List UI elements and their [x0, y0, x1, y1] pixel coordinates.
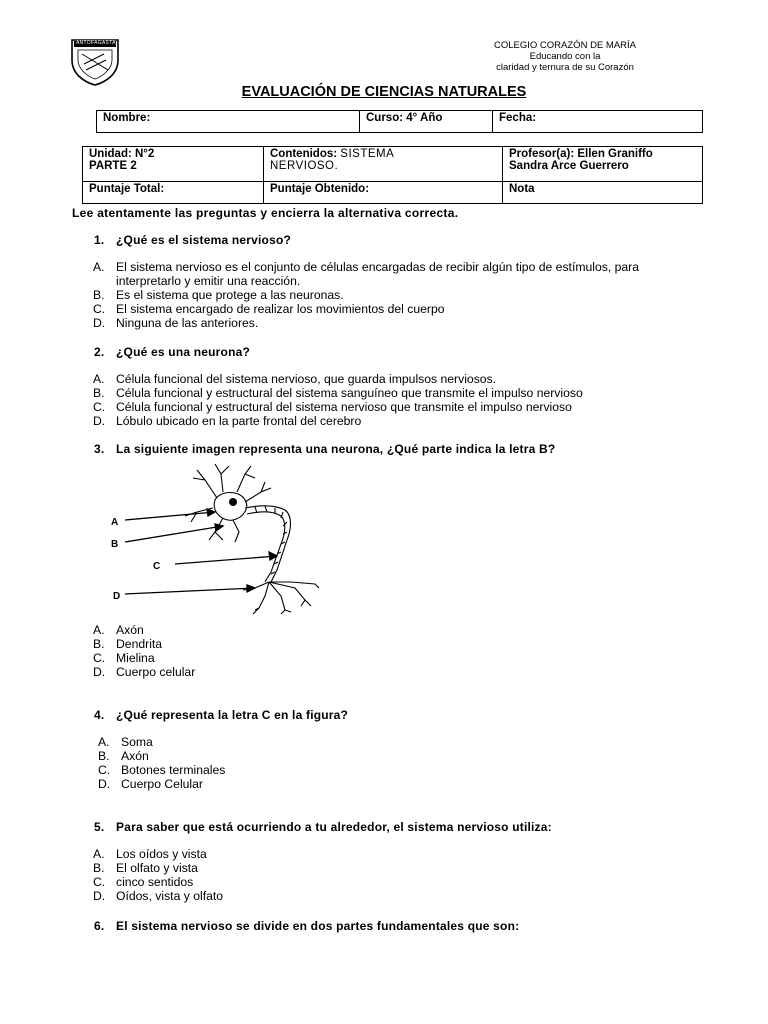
option-a[interactable]: A. Los oídos y vista [93, 847, 207, 861]
option-d[interactable]: D. Cuerpo Celular [98, 777, 203, 791]
question-number: 6. [94, 919, 105, 933]
option-d[interactable]: D. Oídos, vista y olfato [93, 889, 224, 903]
question-number: 4. [94, 708, 105, 722]
label-c: C [153, 561, 161, 572]
question-text: ¿Qué es una neurona? [116, 345, 251, 359]
question-number: 1. [94, 233, 105, 247]
option-a[interactable]: A. Soma [98, 735, 153, 749]
question-text: ¿Qué representa la letra C en la figura? [116, 708, 349, 722]
nucleus [229, 498, 237, 506]
option-c[interactable]: C. Célula funcional y estructural del sistema nervioso que transmite el impulso nervioso [93, 400, 572, 414]
neuron-figure [105, 460, 365, 625]
question-6 [94, 919, 519, 933]
grade-field[interactable]: Nota [503, 182, 703, 204]
question-5 [94, 820, 552, 834]
school-logo [70, 38, 120, 86]
option-c[interactable]: C. El sistema encargado de realizar los movimientos del cuerpo [93, 302, 445, 316]
label-b: B [111, 539, 119, 550]
teacher-cell [503, 147, 703, 182]
school-name: COLEGIO CORAZÓN DE MARÍA [494, 40, 636, 51]
total-score-field[interactable]: Puntaje Total: [83, 182, 264, 204]
option-d[interactable]: D. Cuerpo celular [93, 665, 196, 679]
options-q1 [93, 260, 683, 330]
obtained-score-field[interactable]: Puntaje Obtenido: [264, 182, 503, 204]
arrow-c [175, 556, 277, 564]
teacher-1: Profesor(a): Ellen Graniffo [509, 148, 653, 160]
date-field[interactable]: Fecha: [493, 111, 703, 133]
contents-value-2: NERVIOSO. [270, 160, 339, 172]
option-c[interactable]: C. cinco sentidos [93, 875, 194, 889]
course-field[interactable]: Curso: 4° Año [360, 111, 493, 133]
options-q4 [98, 735, 398, 791]
name-field[interactable]: Nombre: [97, 111, 360, 133]
contents-label: Contenidos: [270, 148, 338, 160]
option-a[interactable]: A. Axón [93, 623, 144, 637]
arrow-a [125, 512, 215, 520]
contents-value: SISTEMA [340, 148, 395, 160]
option-c[interactable]: C. Botones terminales [98, 763, 226, 777]
options-q2 [93, 372, 733, 428]
student-info-table [96, 110, 703, 133]
option-d[interactable]: D. Ninguna de las anteriores. [93, 316, 259, 330]
question-text: Para saber que está ocurriendo a tu alrededor, el sistema nervioso utiliza: [116, 820, 552, 834]
school-motto-line1: Educando con la [529, 51, 601, 62]
title-text: EVALUACIÓN DE CIENCIAS NATURALES [241, 84, 527, 100]
question-text: El sistema nervioso se divide en dos partes fundamentales que son: [116, 919, 520, 933]
arrow-b [125, 526, 223, 542]
contents-cell [264, 147, 503, 182]
option-b[interactable]: B. El olfato y vista [93, 861, 198, 875]
part-label: PARTE 2 [89, 160, 137, 172]
school-header [470, 40, 660, 73]
page-title [0, 84, 768, 100]
evaluation-info-table [82, 146, 703, 204]
neuron-diagram [105, 460, 365, 625]
options-q3 [93, 623, 393, 679]
question-number: 2. [94, 345, 105, 359]
option-b[interactable]: B. Dendrita [93, 637, 163, 651]
logo-text: ANTOFAGASTA [76, 40, 116, 46]
option-b[interactable]: B. Es el sistema que protege a las neuronas. [93, 288, 344, 302]
option-b[interactable]: B. Célula funcional y estructural del sistema sanguíneo que transmite el impulso nervioso [93, 386, 583, 400]
option-b[interactable]: B. Axón [98, 749, 149, 763]
unit-label: Unidad: N°2 [89, 148, 155, 160]
instructions: Lee atentamente las preguntas y encierra la alternativa correcta. [72, 206, 459, 220]
question-2 [94, 345, 250, 359]
question-text: La siguiente imagen representa una neurona, ¿Qué parte indica la letra B? [116, 442, 556, 456]
option-a[interactable]: A. Célula funcional del sistema nervioso, que guarda impulsos nerviosos. [93, 372, 497, 386]
question-number: 3. [94, 442, 105, 456]
option-d[interactable]: D. Lóbulo ubicado en la parte frontal del cerebro [93, 414, 362, 428]
question-3 [94, 442, 555, 456]
question-text: ¿Qué es el sistema nervioso? [116, 233, 292, 247]
question-1 [94, 233, 291, 247]
arrow-d [125, 588, 255, 594]
school-motto-line2: claridad y ternura de su Corazón [496, 62, 634, 73]
option-c[interactable]: C. Mielina [93, 651, 155, 665]
option-a[interactable]: A. El sistema nervioso es el conjunto de células encargadas de recibir algún tipo de estímulos, para interpretarlo y emitir una reacción. [93, 260, 640, 288]
options-q5 [93, 847, 393, 903]
question-number: 5. [94, 820, 105, 834]
teacher-2: Sandra Arce Guerrero [509, 160, 629, 172]
question-4 [94, 708, 348, 722]
unit-cell [83, 147, 264, 182]
label-a: A [111, 517, 119, 528]
label-d: D [113, 591, 121, 602]
